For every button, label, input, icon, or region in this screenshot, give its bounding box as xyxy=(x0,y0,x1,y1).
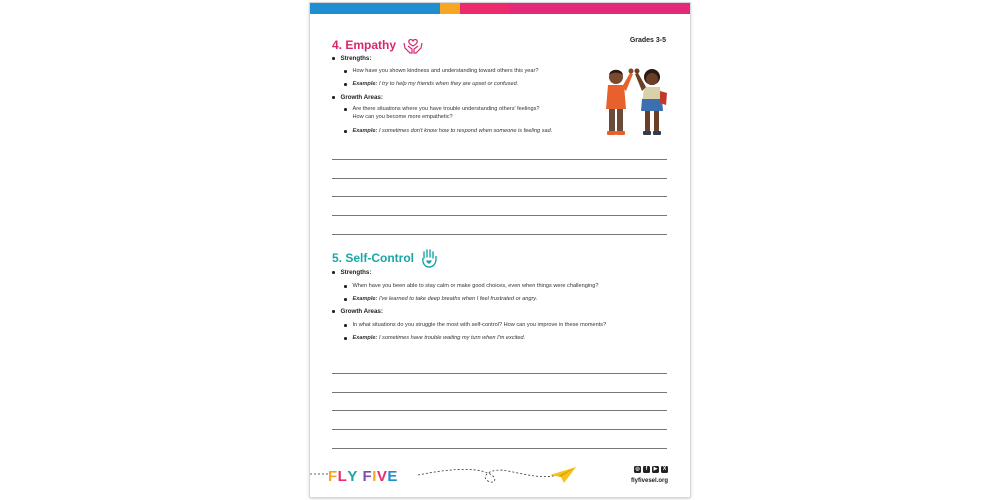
top-color-stripe xyxy=(310,3,690,14)
selfcontrol-growth-label: Growth Areas: xyxy=(332,308,383,315)
stripe-blue xyxy=(310,3,440,14)
selfcontrol-heading xyxy=(332,248,438,268)
empathy-answer-line xyxy=(332,234,667,235)
empathy-growth-label: Growth Areas: xyxy=(332,94,383,101)
selfcontrol-strengths-label: Strengths: xyxy=(332,269,371,276)
dashed-lead-in xyxy=(310,469,330,479)
selfcontrol-answer-line xyxy=(332,429,667,430)
youtube-icon[interactable]: ▶ xyxy=(653,466,658,472)
selfcontrol-strength-example: Example: I've learned to take deep breaths when I feel frustrated or angry. xyxy=(344,295,537,303)
empathy-answer-line xyxy=(332,159,667,160)
selfcontrol-answer-line xyxy=(332,392,667,393)
selfcontrol-answer-line xyxy=(332,448,667,449)
selfcontrol-strength-question: When have you been able to stay calm or make good choices, even when things were challenging? xyxy=(344,282,598,290)
empathy-growth-question: Are there situations where you have trouble understanding others' feelings? How can you become more empathetic? xyxy=(344,105,540,121)
facebook-icon[interactable]: f xyxy=(643,466,650,473)
empathy-answer-line xyxy=(332,196,667,197)
hand-heart-icon xyxy=(420,248,438,268)
social-icons xyxy=(634,466,668,473)
website-url[interactable]: flyfivesel.org xyxy=(630,478,668,484)
empathy-heading xyxy=(332,35,424,55)
selfcontrol-answer-line xyxy=(332,373,667,374)
selfcontrol-title: 5. Self-Control xyxy=(332,251,415,265)
x-icon[interactable]: X xyxy=(662,466,667,472)
empathy-answer-line xyxy=(332,178,667,179)
empathy-strength-question: How have you shown kindness and understanding toward others this year? xyxy=(344,67,538,75)
selfcontrol-growth-example: Example: I sometimes have trouble waiting my turn when I'm excited. xyxy=(344,334,525,342)
selfcontrol-answer-line xyxy=(332,410,667,411)
grade-level: Grades 3-5 xyxy=(629,37,666,44)
logo-letter: Y xyxy=(347,468,358,485)
stripe-magenta xyxy=(510,3,690,14)
empathy-strength-example: Example: I try to help my friends when they are upset or confused. xyxy=(344,80,518,88)
logo-letter: F xyxy=(362,468,373,485)
paper-plane-icon xyxy=(548,465,578,485)
empathy-growth-example: Example: I sometimes don't know how to respond when someone is feeling sad. xyxy=(344,127,552,135)
instagram-icon[interactable]: ◎ xyxy=(635,466,640,472)
hands-heart-icon xyxy=(402,35,424,55)
logo-letter: F xyxy=(328,468,338,485)
fly-five-logo xyxy=(328,468,398,485)
stripe-pink xyxy=(460,3,510,14)
logo-letter: I xyxy=(372,468,377,485)
stripe-orange xyxy=(440,3,460,14)
logo-letter: L xyxy=(337,468,348,485)
empathy-answer-line xyxy=(332,215,667,216)
logo-letter: E xyxy=(387,468,398,485)
logo-letter: V xyxy=(376,468,388,485)
empathy-title: 4. Empathy xyxy=(332,38,397,52)
selfcontrol-growth-question: In what situations do you struggle the most with self-control? How can you improve in these moments? xyxy=(344,321,606,329)
empathy-strengths-label: Strengths: xyxy=(332,55,371,62)
kids-high-five-illustration xyxy=(600,63,670,139)
worksheet-page xyxy=(310,3,690,497)
